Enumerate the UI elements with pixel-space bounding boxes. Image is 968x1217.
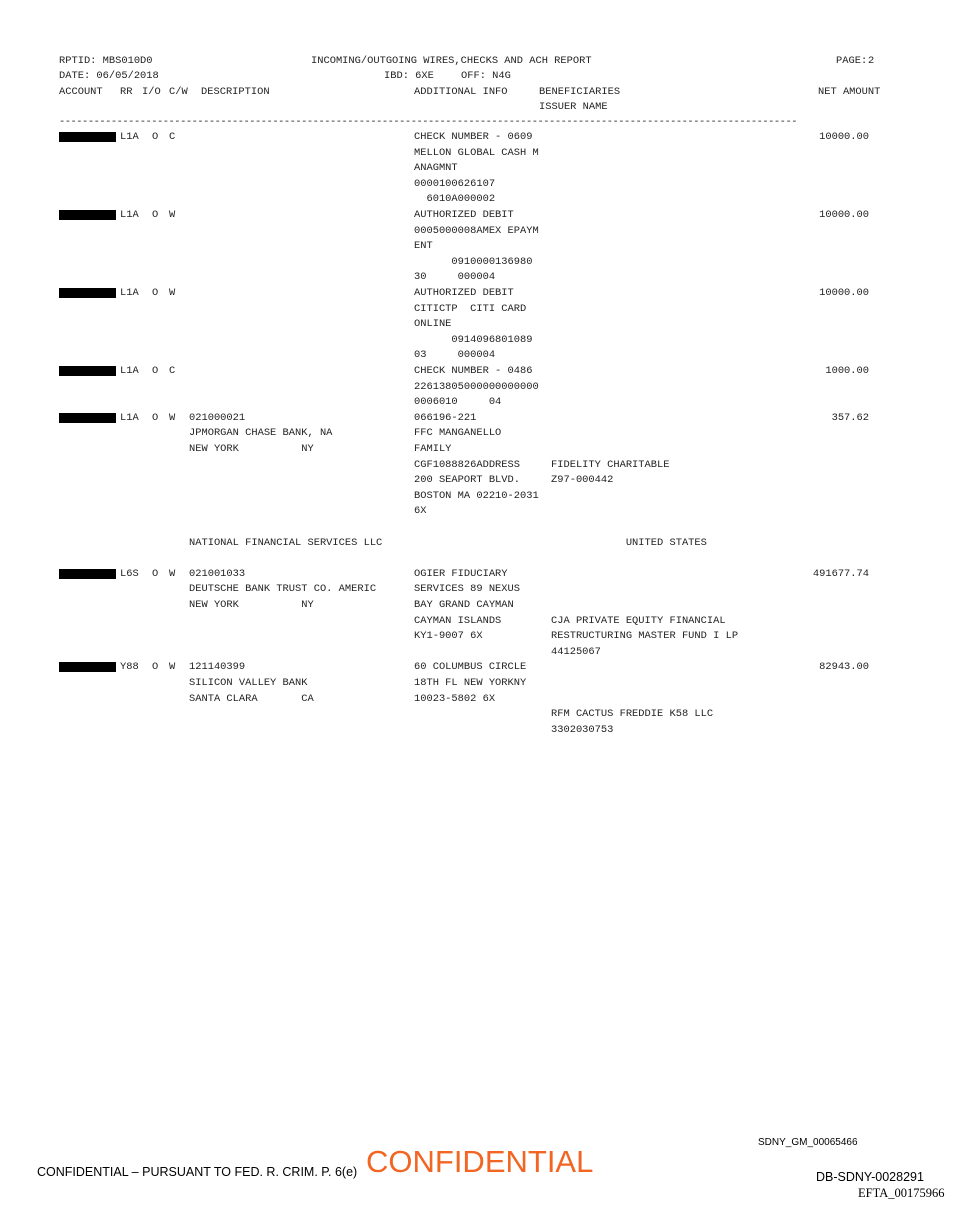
list-item	[0, 552, 968, 568]
additional-info: CAYMAN ISLANDS	[414, 614, 502, 627]
beneficiary: 44125067	[551, 645, 601, 658]
additional-info: CHECK NUMBER - 0486	[414, 365, 533, 377]
confidential-stamp: CONFIDENTIAL	[366, 1144, 594, 1179]
io-flag: O	[152, 567, 159, 580]
rr-code: L6S	[120, 567, 139, 580]
list-item	[0, 427, 968, 443]
redacted-account	[59, 413, 116, 423]
redacted-account	[59, 132, 116, 142]
additional-info: CGF1088826ADDRESS	[414, 458, 521, 471]
column-header-net-amount: NET AMOUNT	[818, 86, 881, 98]
list-item	[0, 646, 968, 662]
list-item	[0, 131, 968, 147]
rr-code: L1A	[120, 365, 139, 377]
list-item	[0, 490, 968, 506]
additional-info: 0910000136980	[414, 255, 533, 268]
office-code: OFF: N4G	[461, 70, 511, 82]
additional-info: 30 000004	[414, 271, 496, 284]
list-item	[0, 225, 968, 241]
net-amount: 357.62	[831, 411, 869, 424]
list-item	[0, 240, 968, 256]
description: 021000021	[189, 411, 246, 424]
list-item	[0, 568, 968, 584]
beneficiary: RESTRUCTURING MASTER FUND I LP	[551, 630, 739, 643]
redacted-account	[59, 210, 116, 220]
list-item	[0, 443, 968, 459]
additional-info: MELLON GLOBAL CASH M	[414, 146, 539, 159]
list-item	[0, 708, 968, 724]
description: JPMORGAN CHASE BANK, NA	[189, 427, 333, 440]
description: SANTA CLARA CA	[189, 692, 314, 705]
additional-info: KY1-9007 6X	[414, 630, 483, 643]
additional-info: 18TH FL NEW YORKNY	[414, 677, 527, 689]
report-id: RPTID: MBS010D0	[59, 55, 153, 67]
column-header-cw: C/W	[169, 86, 188, 98]
additional-info: AUTHORIZED DEBIT	[414, 209, 514, 221]
list-item	[0, 677, 968, 693]
cw-flag: W	[169, 411, 176, 424]
description: 121140399	[189, 661, 246, 674]
cw-flag: W	[169, 209, 176, 221]
additional-info: 0006010 04	[414, 396, 502, 409]
additional-info: BAY GRAND CAYMAN	[414, 599, 514, 611]
column-header-additional-info: ADDITIONAL INFO	[414, 86, 508, 98]
additional-info: ENT	[414, 240, 433, 253]
beneficiary: 3302030753	[551, 723, 614, 736]
additional-info: 0000100626107	[414, 177, 496, 190]
beneficiary: Z97-000442	[551, 474, 614, 487]
net-amount: 1000.00	[825, 365, 869, 377]
net-amount: 10000.00	[819, 287, 869, 299]
confidential-note: CONFIDENTIAL – PURSUANT TO FED. R. CRIM. P. 6(e)	[37, 1165, 358, 1179]
list-item	[0, 256, 968, 272]
report-title: INCOMING/OUTGOING WIRES,CHECKS AND ACH REPORT	[311, 55, 592, 67]
additional-info: 22613805000000000000	[414, 380, 539, 393]
list-item	[0, 318, 968, 334]
net-amount: 10000.00	[819, 131, 869, 143]
beneficiary: UNITED STATES	[551, 536, 707, 549]
cw-flag: C	[169, 365, 176, 377]
list-item	[0, 303, 968, 319]
description: NEW YORK NY	[189, 599, 314, 611]
list-item	[0, 693, 968, 709]
additional-info: 200 SEAPORT BLVD.	[414, 474, 521, 487]
list-item	[0, 537, 968, 553]
io-flag: O	[152, 131, 159, 143]
list-item	[0, 162, 968, 178]
list-item	[0, 147, 968, 163]
net-amount: 491677.74	[812, 567, 869, 580]
list-item	[0, 630, 968, 646]
list-item	[0, 583, 968, 599]
additional-info: OGIER FIDUCIARY	[414, 567, 508, 580]
list-item	[0, 271, 968, 287]
header-divider: --------------------------------------------------------------------------------------------------------------------------------	[59, 116, 797, 128]
rr-code: Y88	[120, 661, 139, 674]
io-flag: O	[152, 365, 159, 377]
list-item	[0, 334, 968, 350]
list-item	[0, 287, 968, 303]
cw-flag: W	[169, 661, 176, 674]
list-item	[0, 349, 968, 365]
cw-flag: C	[169, 131, 176, 143]
description: DEUTSCHE BANK TRUST CO. AMERIC	[189, 583, 377, 596]
bates-number-mid: DB-SDNY-0028291	[816, 1170, 924, 1184]
column-header-description: DESCRIPTION	[201, 86, 270, 98]
list-item	[0, 661, 968, 677]
rr-code: L1A	[120, 411, 139, 424]
rr-code: L1A	[120, 287, 139, 299]
column-header-beneficiaries: BENEFICIARIES	[539, 86, 621, 98]
additional-info: SERVICES 89 NEXUS	[414, 583, 521, 596]
description: NATIONAL FINANCIAL SERVICES LLC	[189, 536, 383, 549]
redacted-account	[59, 288, 116, 298]
additional-info: 03 000004	[414, 349, 496, 362]
list-item	[0, 724, 968, 740]
bates-number-top: SDNY_GM_00065466	[758, 1137, 858, 1148]
list-item	[0, 193, 968, 209]
additional-info: 0005000008AMEX EPAYM	[414, 224, 539, 237]
additional-info: ANAGMNT	[414, 162, 458, 175]
io-flag: O	[152, 661, 159, 674]
beneficiary: CJA PRIVATE EQUITY FINANCIAL	[551, 614, 726, 627]
description: 021001033	[189, 567, 246, 580]
list-item	[0, 505, 968, 521]
additional-info: 6010A000002	[414, 193, 496, 206]
page-number: 2	[868, 55, 875, 67]
list-item	[0, 209, 968, 225]
description: NEW YORK NY	[189, 443, 314, 455]
net-amount: 82943.00	[819, 661, 869, 674]
additional-info: CITICTP CITI CARD	[414, 302, 527, 315]
list-item	[0, 365, 968, 381]
redacted-account	[59, 569, 116, 579]
cw-flag: W	[169, 567, 176, 580]
io-flag: O	[152, 209, 159, 221]
report-date: DATE: 06/05/2018	[59, 70, 159, 82]
list-item	[0, 412, 968, 428]
list-item	[0, 178, 968, 194]
additional-info: AUTHORIZED DEBIT	[414, 287, 514, 299]
additional-info: FFC MANGANELLO	[414, 427, 502, 440]
column-header-issuer-name: ISSUER NAME	[539, 101, 608, 113]
list-item	[0, 599, 968, 615]
page-label: PAGE:	[836, 55, 868, 67]
cw-flag: W	[169, 287, 176, 299]
list-item	[0, 521, 968, 537]
io-flag: O	[152, 411, 159, 424]
additional-info: 60 COLUMBUS CIRCLE	[414, 661, 527, 674]
additional-info: 6X	[414, 505, 427, 518]
io-flag: O	[152, 287, 159, 299]
column-header-account: ACCOUNT	[59, 86, 103, 98]
column-header-rr: RR	[120, 86, 133, 98]
beneficiary: FIDELITY CHARITABLE	[551, 458, 670, 471]
additional-info: 0914096801089	[414, 333, 533, 346]
additional-info: FAMILY	[414, 443, 452, 455]
redacted-account	[59, 366, 116, 376]
rr-code: L1A	[120, 209, 139, 221]
bates-number-bottom: EFTA_00175966	[858, 1186, 945, 1200]
list-item	[0, 381, 968, 397]
additional-info: 066196-221	[414, 411, 477, 424]
redacted-account	[59, 662, 116, 672]
list-item	[0, 474, 968, 490]
additional-info: 10023-5802 6X	[414, 692, 496, 705]
additional-info: BOSTON MA 02210-2031	[414, 489, 539, 502]
beneficiary: RFM CACTUS FREDDIE K58 LLC	[551, 708, 714, 721]
column-header-io: I/O	[142, 86, 161, 98]
list-item	[0, 396, 968, 412]
description: SILICON VALLEY BANK	[189, 677, 308, 689]
list-item	[0, 615, 968, 631]
additional-info: CHECK NUMBER - 0609	[414, 131, 533, 143]
ibd-code: IBD: 6XE	[384, 70, 434, 82]
additional-info: ONLINE	[414, 318, 452, 331]
net-amount: 10000.00	[819, 209, 869, 221]
list-item	[0, 459, 968, 475]
rr-code: L1A	[120, 131, 139, 143]
